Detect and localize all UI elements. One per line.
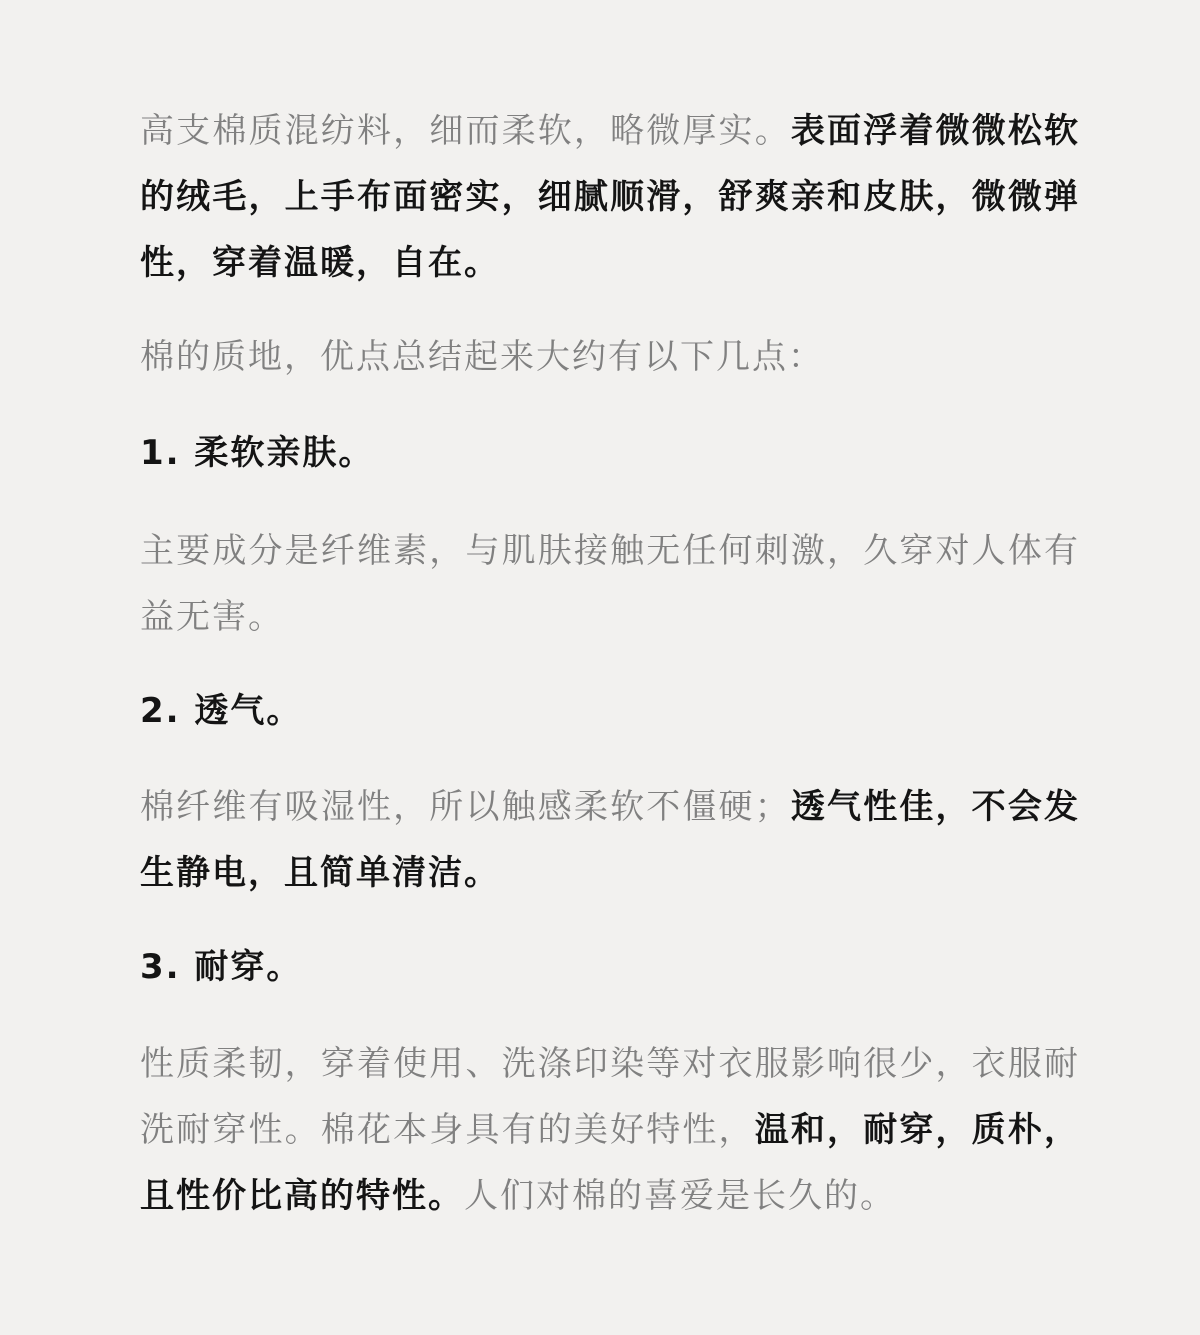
point-3-tail: 人们对棉的喜爱是长久的。 xyxy=(464,1176,896,1216)
point-2-emphasis: 透气性佳，不会发生静电，且简单清洁。 xyxy=(140,787,1080,893)
intro-emphasis: 表面浮着微微松软的绒毛，上手布面密实，细腻顺滑，舒爽亲和皮肤，微微弹性，穿着温暖，自在。 xyxy=(140,111,1081,283)
point-3-text: 性质柔韧，穿着使用、洗涤印染等对衣服影响很少，衣服耐洗耐穿性。棉花本身具有的美好特性， xyxy=(140,1044,1080,1150)
point-2-text: 棉纤维有吸湿性，所以触感柔软不僵硬； xyxy=(140,787,791,827)
point-3-emphasis: 温和，耐穿，质朴，且性价比高的特性。 xyxy=(140,1110,1080,1216)
point-3-heading: 3. 耐穿。 xyxy=(140,947,303,987)
point-2-body xyxy=(140,774,1080,906)
summary-paragraph: 棉的质地，优点总结起来大约有以下几点： xyxy=(140,337,824,377)
point-1-heading: 1. 柔软亲肤。 xyxy=(140,433,375,473)
intro-text: 高支棉质混纺料，细而柔软，略微厚实。 xyxy=(140,111,791,151)
point-2-heading: 2. 透气。 xyxy=(140,691,303,731)
point-1-body: 主要成分是纤维素，与肌肤接触无任何刺激，久穿对人体有益无害。 xyxy=(140,531,1080,637)
point-3-body xyxy=(140,1031,1080,1229)
intro-paragraph xyxy=(140,98,1080,296)
